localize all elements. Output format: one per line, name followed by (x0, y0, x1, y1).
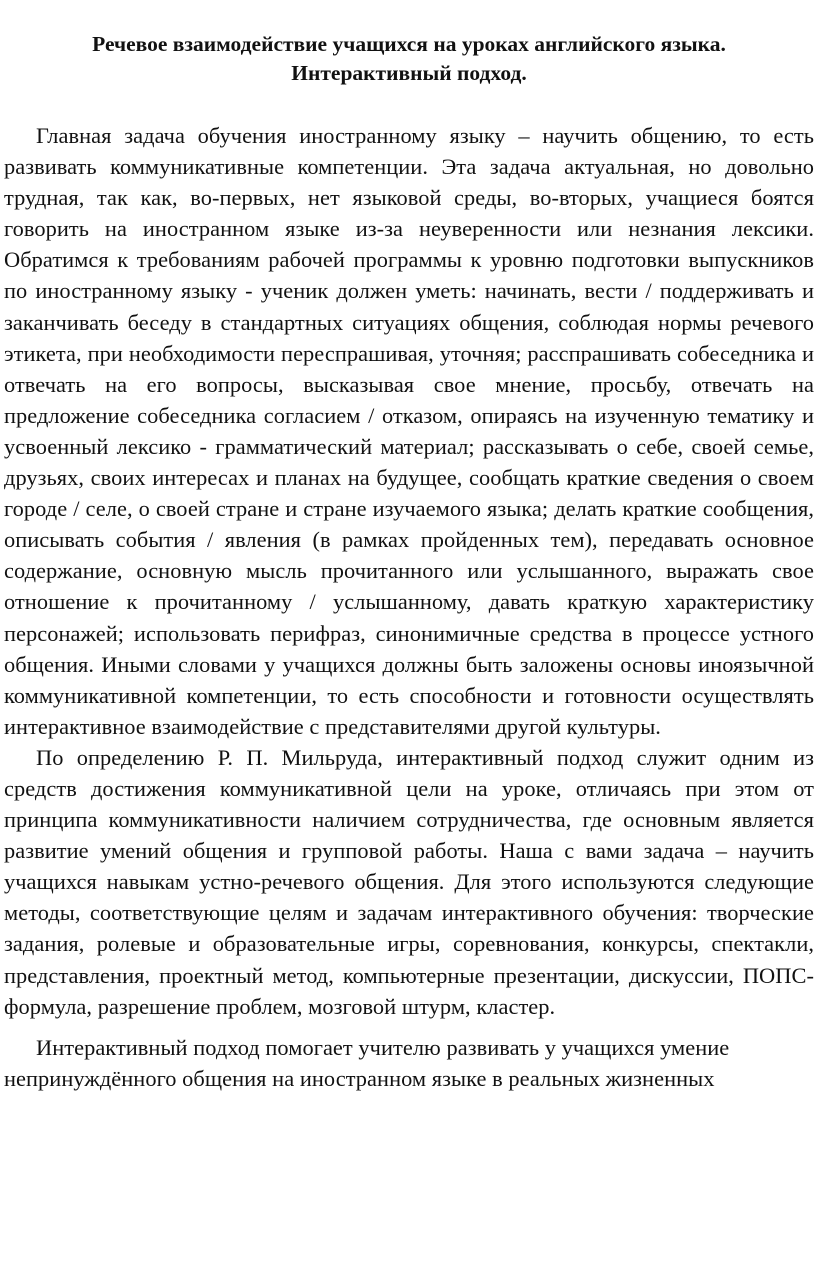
title-line-2: Интерактивный подход. (291, 61, 527, 85)
paragraph-1: Главная задача обучения иностранному языку – научить общению, то есть развивать коммуникативные компетенции. Эта задача актуальная, но довольно трудная, так как, во-первых, нет языковой среды, во-вторых, учащиеся боятся говорить на иностранном языке из-за неуверенности или незнания лексики. Обратимся к требованиям рабочей программы к уровню подготовки выпускников по иностранному языку - ученик должен уметь: начинать, вести / поддерживать и заканчивать беседу в стандартных ситуациях общения, соблюдая нормы речевого этикета, при необходимости переспрашивая, уточняя; расспрашивать собеседника и отвечать на его вопросы, высказывая свое мнение, просьбу, отвечать на предложение собеседника согласием / отказом, опираясь на изученную тематику и усвоенный лексико - грамматический материал; рассказывать о себе, своей семье, друзьях, своих интересах и планах на будущее, сообщать краткие сведения о своем городе / селе, о своей стране и стране изучаемого языка; делать краткие сообщения, описывать события / явления (в рамках пройденных тем), передавать основное содержание, основную мысль прочитанного или услышанного, выражать свое отношение к прочитанному / услышанному, давать краткую характеристику персонажей; использовать перифраз, синонимичные средства в процессе устного общения. Иными словами у учащихся должны быть заложены основы иноязычной коммуникативной компетенции, то есть способности и готовности осуществлять интерактивное взаимодействие с представителями другой культуры. (4, 123, 814, 739)
paragraph-2: По определению Р. П. Мильруда, интерактивный подход служит одним из средств достижения коммуникативной цели на уроке, отличаясь при этом от принципа коммуникативности наличием сотрудничества, где основным является развитие умений общения и групповой работы. Наша с вами задача – научить учащихся навыкам устно-речевого общения. Для этого используются следующие методы, соответствующие целям и задачам интерактивного обучения: творческие задания, ролевые и образовательные игры, соревнования, конкурсы, спектакли, представления, проектный метод, компьютерные презентации, дискуссии, ПОПС-формула, разрешение проблем, мозговой штурм, кластер. (4, 744, 814, 1019)
document-title (4, 30, 814, 88)
title-line-1: Речевое взаимодействие учащихся на уроках английского языка. (92, 32, 726, 56)
paragraph-3: Интерактивный подход помогает учителю развивать у учащихся умение непринуждённого общения на иностранном языке в реальных жизненных (4, 1034, 730, 1091)
